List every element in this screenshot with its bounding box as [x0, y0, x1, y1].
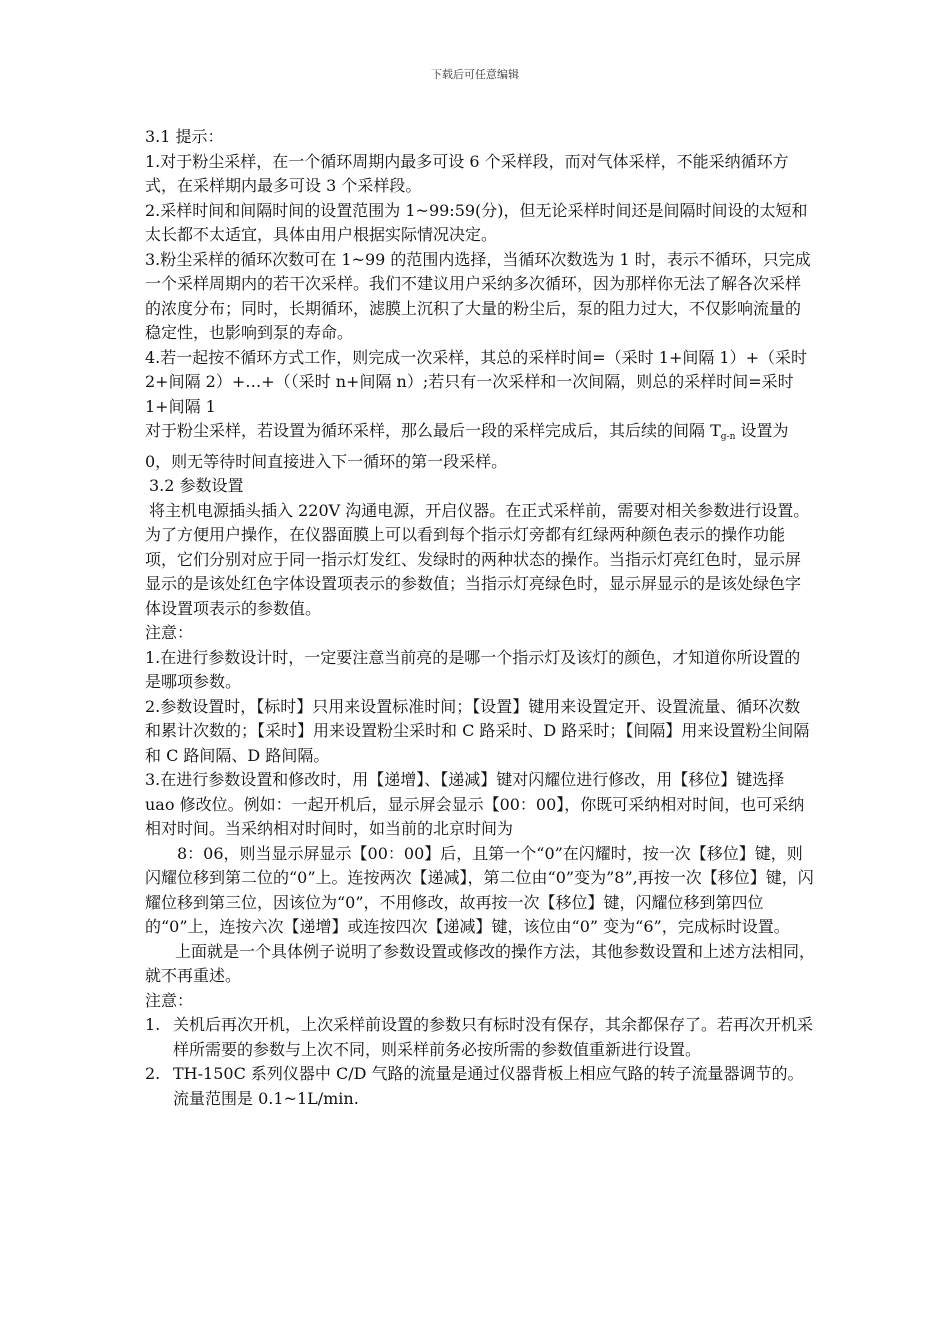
list-item-text: 关机后再次开机，上次采样前设置的参数只有标时没有保存，其余都保存了。若再次开机采样所需要的参数与上次不同，则采样前务必按所需的参数值重新进行设置。: [173, 1015, 814, 1059]
list-item: [145, 1062, 815, 1111]
tip-paragraph-5: [145, 419, 815, 474]
list-item: [145, 1013, 815, 1062]
note-item-2: 2.参数设置时，【标时】只用来设置标准时间；【设置】键用来设置定开、设置流量、循环次数和累计次数的；【采时】用来设置粉尘采时和 C 路采时、D 路采时；【间隔】用来设置粉尘间隔和 C 路间隔、D 路间隔。: [145, 696, 810, 765]
page-header: 下载后可任意编辑: [431, 68, 519, 81]
tip-paragraph-5-part-b: 设置为 0，则无等待时间直接进入下一循环的第一段采样。: [145, 421, 789, 471]
note-item-3-example: 8：06，则当显示屏显示【00：00】后，且第一个“0”在闪耀时，按一次【移位】键，则闪耀位移到第二位的“0”上。连按两次【递减】，第二位由“0”变为”8”,再按一次【移位】键，闪耀位移到第三位，因该位为“0”，不用修改，故再按一次【移位】键，闪耀位移到第四位的“0”上，连按六次【递增】或连按四次【递减】键，该位由“0” 变为“6”，完成标时设置。: [145, 843, 814, 936]
note-item-1: 1.在进行参数设计时，一定要注意当前亮的是哪一个指示灯及该灯的颜色，才知道你所设置的是哪项参数。: [145, 647, 801, 691]
summary-paragraph: 上面就是一个具体例子说明了参数设置或修改的操作方法，其他参数设置和上述方法相同，就不再重述。: [145, 941, 816, 985]
tip-paragraph-4: 4.若一起按不循环方式工作，则完成一次采样，其总的采样时间=（采时 1+间隔 1）+（采时 2+间隔 2）+…+（（采时 n+间隔 n）;若只有一次采样和一次间隔，则总的采样时间=采时 1+间隔 1: [145, 347, 808, 416]
note-label-1: 注意：: [145, 623, 194, 642]
list-item-number: 1.: [145, 1015, 161, 1034]
list-item-number: 2.: [145, 1064, 161, 1083]
tip-paragraph-5-subscript: g-n: [720, 432, 736, 442]
tip-paragraph-1: 1.对于粉尘采样，在一个循环周期内最多可设 6 个采样段，而对气体采样，不能采纳循环方式，在采样期内最多可设 3 个采样段。: [145, 151, 789, 195]
list-item-text: TH-150C 系列仪器中 C/D 气路的流量是通过仪器背板上相应气路的转子流量器调节的。流量范围是 0.1~1L/min.: [173, 1064, 804, 1108]
note-item-3: 3.在进行参数设置和修改时，用【递增】、【递减】键对闪耀位进行修改，用【移位】键选择 uao 修改位。例如：一起开机后，显示屏会显示【00：00】，你既可采纳相对时间，也可采纳相对时间。当采纳相对时间时，如当前的北京时间为: [145, 770, 805, 838]
notes-list: [145, 1013, 815, 1111]
tip-paragraph-5-part-a: 对于粉尘采样，若设置为循环采样，那么最后一段的采样完成后，其后续的间隔 T: [145, 421, 721, 440]
section-3-2-title: 3.2 参数设置: [149, 476, 244, 495]
note-label-2: 注意：: [145, 990, 194, 1010]
tip-paragraph-2: 2.采样时间和间隔时间的设置范围为 1~99:59(分)，但无论采样时间还是间隔时间设的太短和太长都不太适宜，具体由用户根据实际情况决定。: [145, 200, 808, 244]
section-3-1-title: 3.1 提示：: [145, 127, 224, 146]
param-setting-paragraph: 将主机电源插头插入 220V 沟通电源，开启仪器。在正式采样前，需要对相关参数进行设置。为了方便用户操作，在仪器面膜上可以看到每个指示灯旁都有红绿两种颜色表示的操作功能项，它们分别对应于同一指示灯发红、发绿时的两种状态的操作。当指示灯亮红色时，显示屏显示的是该处红色字体设置项表示的参数值；当指示灯亮绿色时，显示屏显示的是该处绿色字体设置项表示的参数值。: [145, 500, 810, 618]
tip-paragraph-3: 3.粉尘采样的循环次数可在 1~99 的范围内选择，当循环次数选为 1 时，表示不循环，只完成一个采样周期内的若干次采样。我们不建议用户采纳多次循环，因为那样你无法了解各次采样的浓度分布；同时，长期循环，滤膜上沉积了大量的粉尘后，泵的阻力过大，不仅影响流量的稳定性，也影响到泵的寿命。: [145, 249, 811, 342]
document-body: [145, 125, 815, 1111]
